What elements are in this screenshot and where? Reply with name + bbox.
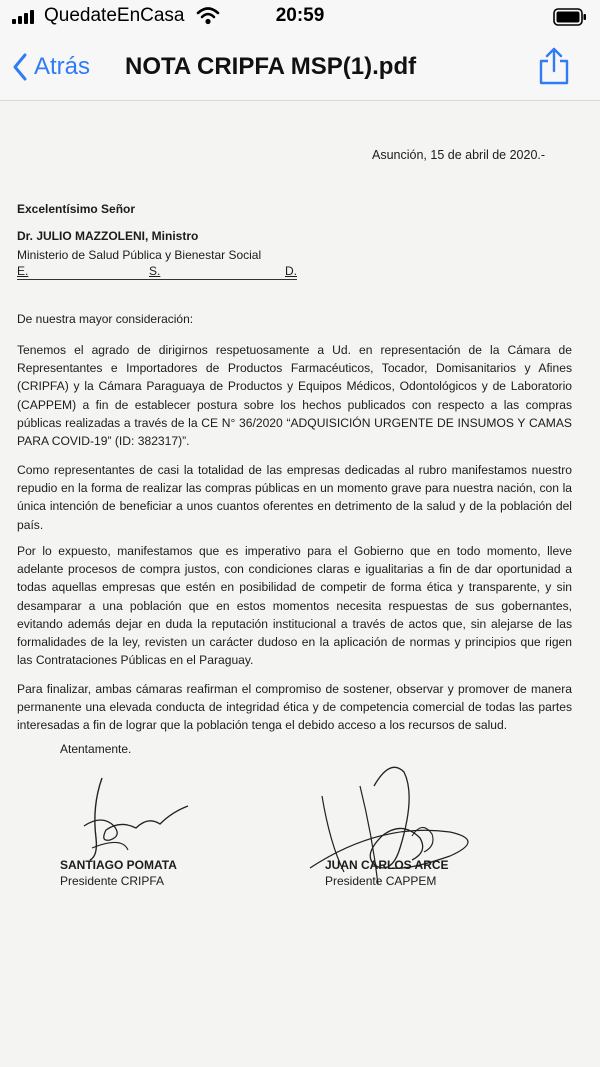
paragraph: Para finalizar, ambas cámaras reafirman el compromiso de sostener, observar y promover de manera permanente una elevada conducta de integridad ética y de competencia comercial de todas las partes interesadas a fin de lograr que la población tenga el debido acceso a los recursos de salud. (17, 682, 572, 733)
consideration: De nuestra mayor consideración: (17, 312, 194, 326)
esd-underline (17, 279, 297, 280)
salutation: Excelentísimo Señor (17, 202, 136, 216)
signature-image (62, 766, 212, 866)
letter-date: Asunción, 15 de abril de 2020.- (372, 148, 546, 162)
carrier-name: QuedateEnCasa (44, 5, 185, 26)
back-button[interactable] (12, 50, 90, 84)
signer-name: SANTIAGO POMATA (60, 858, 177, 872)
signer-cappem (325, 857, 449, 889)
pdf-page[interactable] (0, 101, 600, 1067)
paragraph: Tenemos el agrado de dirigirnos respetuosamente a Ud. en representación de la Cámara de Representantes e Importadores de Productos Farmacéuticos, Tocador, Domisanitarios y Afines (CRIPFA) y la Cámara Paraguaya de Productos y Equipos Médicos, Odontológicos y de Laboratorio (CAPPEM) a fin de establecer postura sobre los hechos publicados con respecto a las compras públicas realizadas a través de la CE N° 36/2020 “ADQUISICIÓN URGENTE DE INSUMOS Y CAMAS PARA COVID-19” (ID: 382317)”. (17, 343, 572, 449)
status-bar (0, 0, 600, 36)
esd-line (17, 264, 297, 280)
paragraph: Como representantes de casi la totalidad de las empresas dedicadas al rubro manifestamos nuestro repudio en la forma de realizar las compras públicas en un momento grave para nuestra nación, con la única intención de beneficiar a unos cuantos oferentes en detrimento de la salud y de la población del país. (17, 463, 572, 532)
chevron-left-icon (12, 52, 28, 82)
signer-name: JUAN CARLOS ARCE (325, 858, 449, 872)
back-label: Atrás (34, 53, 91, 80)
addressee: Dr. JULIO MAZZOLENI, Ministro (17, 229, 199, 243)
nav-bar (0, 36, 600, 101)
paragraph: Por lo expuesto, manifestamos que es imperativo para el Gobierno que en todo momento, lleve adelante procesos de compra justos, con condiciones claras e igualitarias a fin de dar oportunidad a todas aquellas empresas que estén en posibilidad de competir de forma ética y transparente, y sin desamparar a una población que en estos momentos necesita respuestas de sus gobernantes, evitando además dejar en duda la reputación institucional a través de actos que, sin alejarse de las formalidades de la ley, revisten un carácter dudoso en la aplicación de normas y principios que rigen las Contrataciones Públicas en el Paraguay. (17, 544, 572, 668)
status-time: 20:59 (275, 5, 325, 26)
esd-d: D. (285, 264, 297, 278)
document-title: NOTA CRIPFA MSP(1).pdf (125, 53, 417, 80)
closing: Atentamente. (60, 742, 132, 756)
signer-cripfa (60, 857, 177, 889)
ministry: Ministerio de Salud Pública y Bienestar Social (17, 248, 262, 262)
battery-icon (553, 8, 587, 26)
esd-s: S. (149, 264, 161, 278)
share-icon[interactable] (537, 46, 571, 86)
esd-e: E. (17, 264, 29, 278)
signer-role: Presidente CAPPEM (325, 874, 437, 888)
signer-role: Presidente CRIPFA (60, 874, 165, 888)
